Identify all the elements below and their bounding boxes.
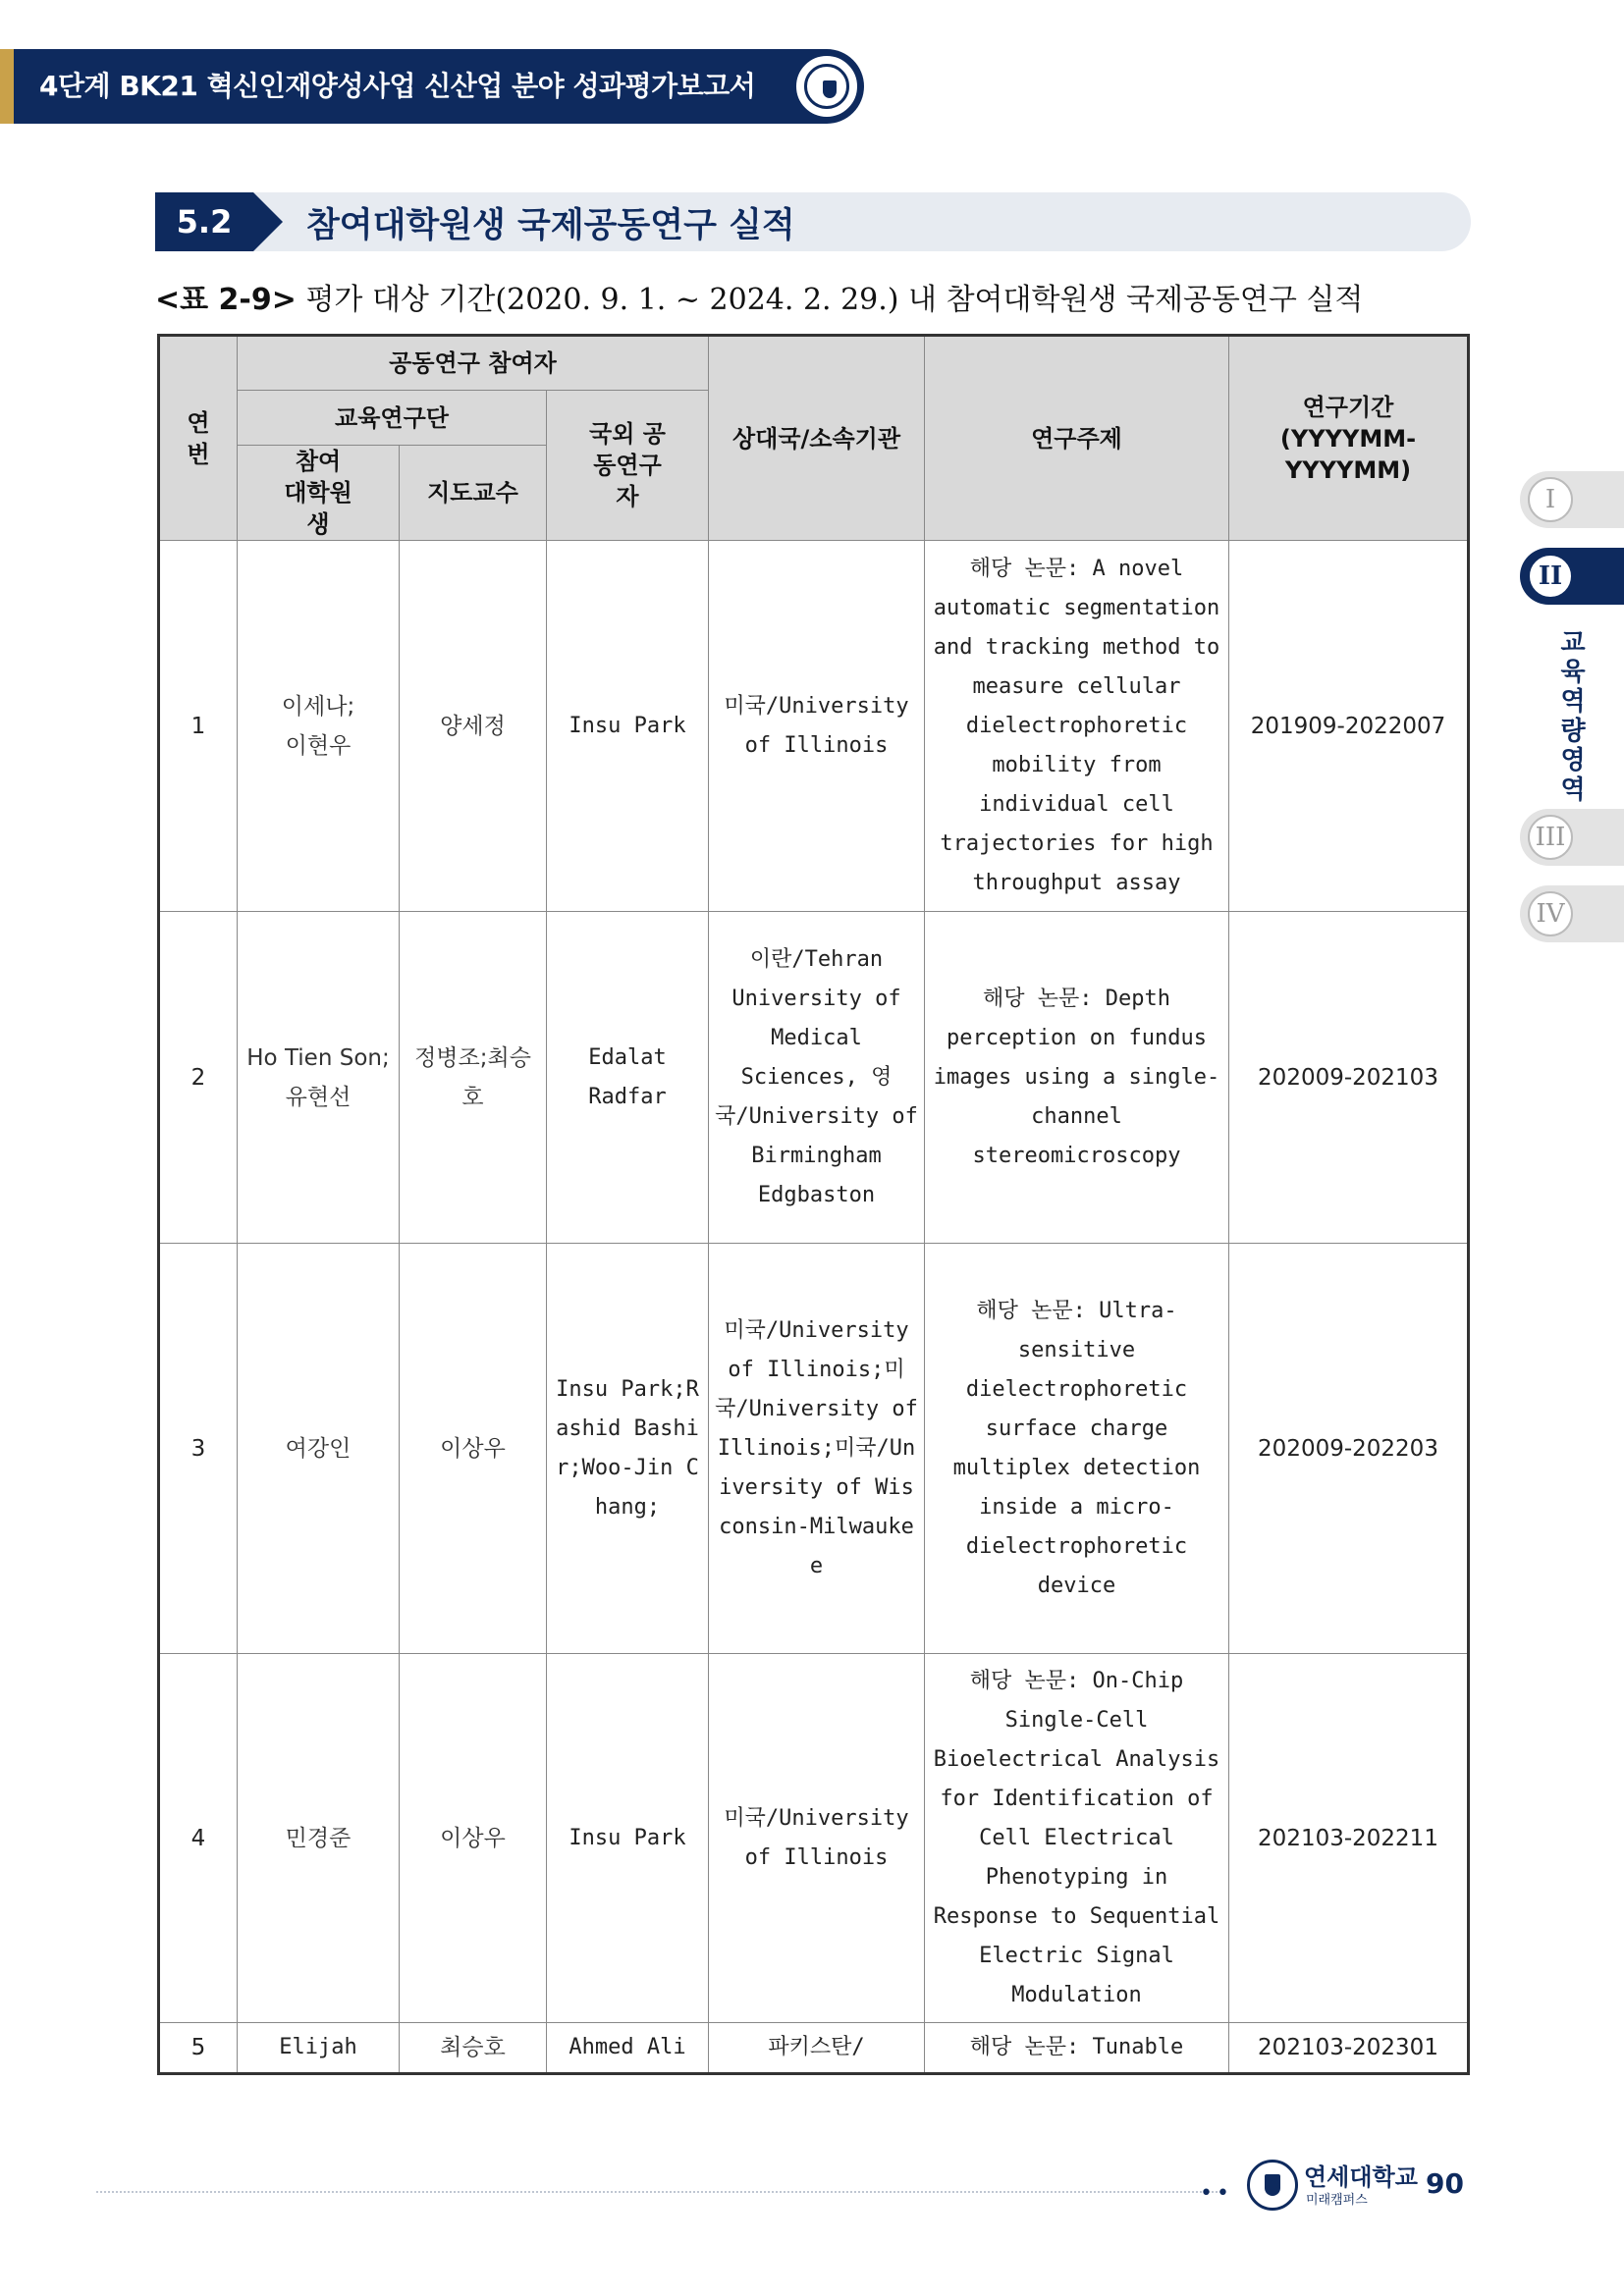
section-title: 참여대학원생 국제공동연구 실적: [306, 206, 795, 245]
cell-student: Elijah: [238, 2023, 400, 2074]
table-caption-text: 평가 대상 기간(2020. 9. 1. ~ 2024. 2. 29.) 내 참여대학원생 국제공동연구 실적: [305, 283, 1364, 317]
cell-topic: 해당 논문: Depth perception on fundus images using a single-channel stereomicroscopy: [925, 912, 1229, 1244]
cell-institution: 파키스탄/: [709, 2023, 925, 2074]
header-foreign: 국외 공동연구자: [547, 391, 709, 541]
cell-no: 1: [159, 541, 238, 912]
footer-divider: [96, 2191, 1225, 2193]
header-institution: 상대국/소속기관: [709, 336, 925, 541]
cell-student: 여강인: [238, 1244, 400, 1654]
side-tab-4-label: IV: [1528, 891, 1573, 936]
table-row: [159, 1244, 1469, 1654]
report-title: 4단계 BK21 혁신인재양성사업 신산업 분야 성과평가보고서: [39, 70, 756, 102]
cell-advisor: 최승호: [400, 2023, 547, 2074]
table-row: [159, 541, 1469, 912]
cell-institution: 미국/University of Illinois;미국/University of Illinois;미국/University of Wisconsin-Milwaukee: [709, 1244, 925, 1654]
table-caption: [155, 275, 1363, 318]
cell-topic: 해당 논문: Ultra-sensitive dielectrophoretic surface charge multiplex detection inside a micro-dielectrophoretic device: [925, 1244, 1229, 1654]
side-tab-1-label: I: [1528, 477, 1573, 522]
side-tab-3[interactable]: [1520, 809, 1624, 866]
cell-foreign: Insu Park;Rashid Bashir;Woo-Jin Chang;: [547, 1244, 709, 1654]
cell-no: 2: [159, 912, 238, 1244]
side-tab-1[interactable]: [1520, 471, 1624, 528]
cell-period: 202009-202203: [1229, 1244, 1469, 1654]
cell-no: 4: [159, 1654, 238, 2023]
header-period: [1229, 336, 1469, 541]
header-accent: [0, 49, 14, 124]
section-number: 5.2: [155, 192, 253, 251]
cell-topic: 해당 논문: Tunable: [925, 2023, 1229, 2074]
cell-student: Ho Tien Son; 유현선: [238, 912, 400, 1244]
side-tab-2[interactable]: [1520, 548, 1624, 605]
footer-university-name: 연세대학교: [1304, 2163, 1418, 2191]
cell-foreign: Edalat Radfar: [547, 912, 709, 1244]
table-caption-label: <표 2-9>: [155, 283, 297, 317]
table-row: [159, 912, 1469, 1244]
cell-topic: 해당 논문: On-Chip Single-Cell Bioelectrical Analysis for Identification of Cell Electrical Phenotyping in Response to Sequential Electric Signal Modulation: [925, 1654, 1229, 2023]
cell-no: 3: [159, 1244, 238, 1654]
side-tab-2-label: II: [1528, 554, 1573, 599]
cell-institution: 이란/Tehran University of Medical Sciences, 영국/University of Birmingham Edgbaston: [709, 912, 925, 1244]
header-no: 연번: [159, 336, 238, 541]
page-number: 90: [1426, 2167, 1464, 2200]
university-seal-icon: [793, 53, 860, 120]
table-row: [159, 1654, 1469, 2023]
cell-advisor: 이상우: [400, 1244, 547, 1654]
cell-period: 202103-202211: [1229, 1654, 1469, 2023]
cell-no: 5: [159, 2023, 238, 2074]
section-arrow-icon: [253, 192, 283, 251]
header-joint: 공동연구 참여자: [238, 336, 709, 391]
cell-foreign: Insu Park: [547, 541, 709, 912]
header-student: 참여 대학원생: [238, 446, 400, 541]
table-row: [159, 2023, 1469, 2074]
header-period-format: (YYYYMM-YYYYMM): [1279, 424, 1417, 484]
header-topic: 연구주제: [925, 336, 1229, 541]
research-table: [157, 334, 1470, 2075]
cell-topic: 해당 논문: A novel automatic segmentation and tracking method to measure cellular dielectrophoretic mobility from individual cell trajectories for high throughput assay: [925, 541, 1229, 912]
footer-dots-icon: ••: [1200, 2181, 1233, 2206]
header-team: 교육연구단: [238, 391, 547, 446]
cell-advisor: 정병조;최승호: [400, 912, 547, 1244]
cell-student: 민경준: [238, 1654, 400, 2023]
cell-advisor: 이상우: [400, 1654, 547, 2023]
header-advisor: 지도교수: [400, 446, 547, 541]
cell-advisor: 양세정: [400, 541, 547, 912]
cell-institution: 미국/University of Illinois: [709, 541, 925, 912]
cell-period: 201909-2022007: [1229, 541, 1469, 912]
cell-student: 이세나;이현우: [238, 541, 400, 912]
cell-period: 202103-202301: [1229, 2023, 1469, 2074]
side-section-label: 교육역량 영역: [1560, 628, 1586, 805]
side-tab-3-label: III: [1528, 815, 1573, 860]
cell-institution: 미국/University of Illinois: [709, 1654, 925, 2023]
header-period-label: 연구기간: [1302, 393, 1394, 421]
cell-period: 202009-202103: [1229, 912, 1469, 1244]
side-tab-4[interactable]: [1520, 885, 1624, 942]
cell-foreign: Ahmed Ali: [547, 2023, 709, 2074]
footer-campus-name: 미래캠퍼스: [1306, 2193, 1368, 2208]
cell-foreign: Insu Park: [547, 1654, 709, 2023]
university-logo-icon: [1247, 2160, 1298, 2211]
